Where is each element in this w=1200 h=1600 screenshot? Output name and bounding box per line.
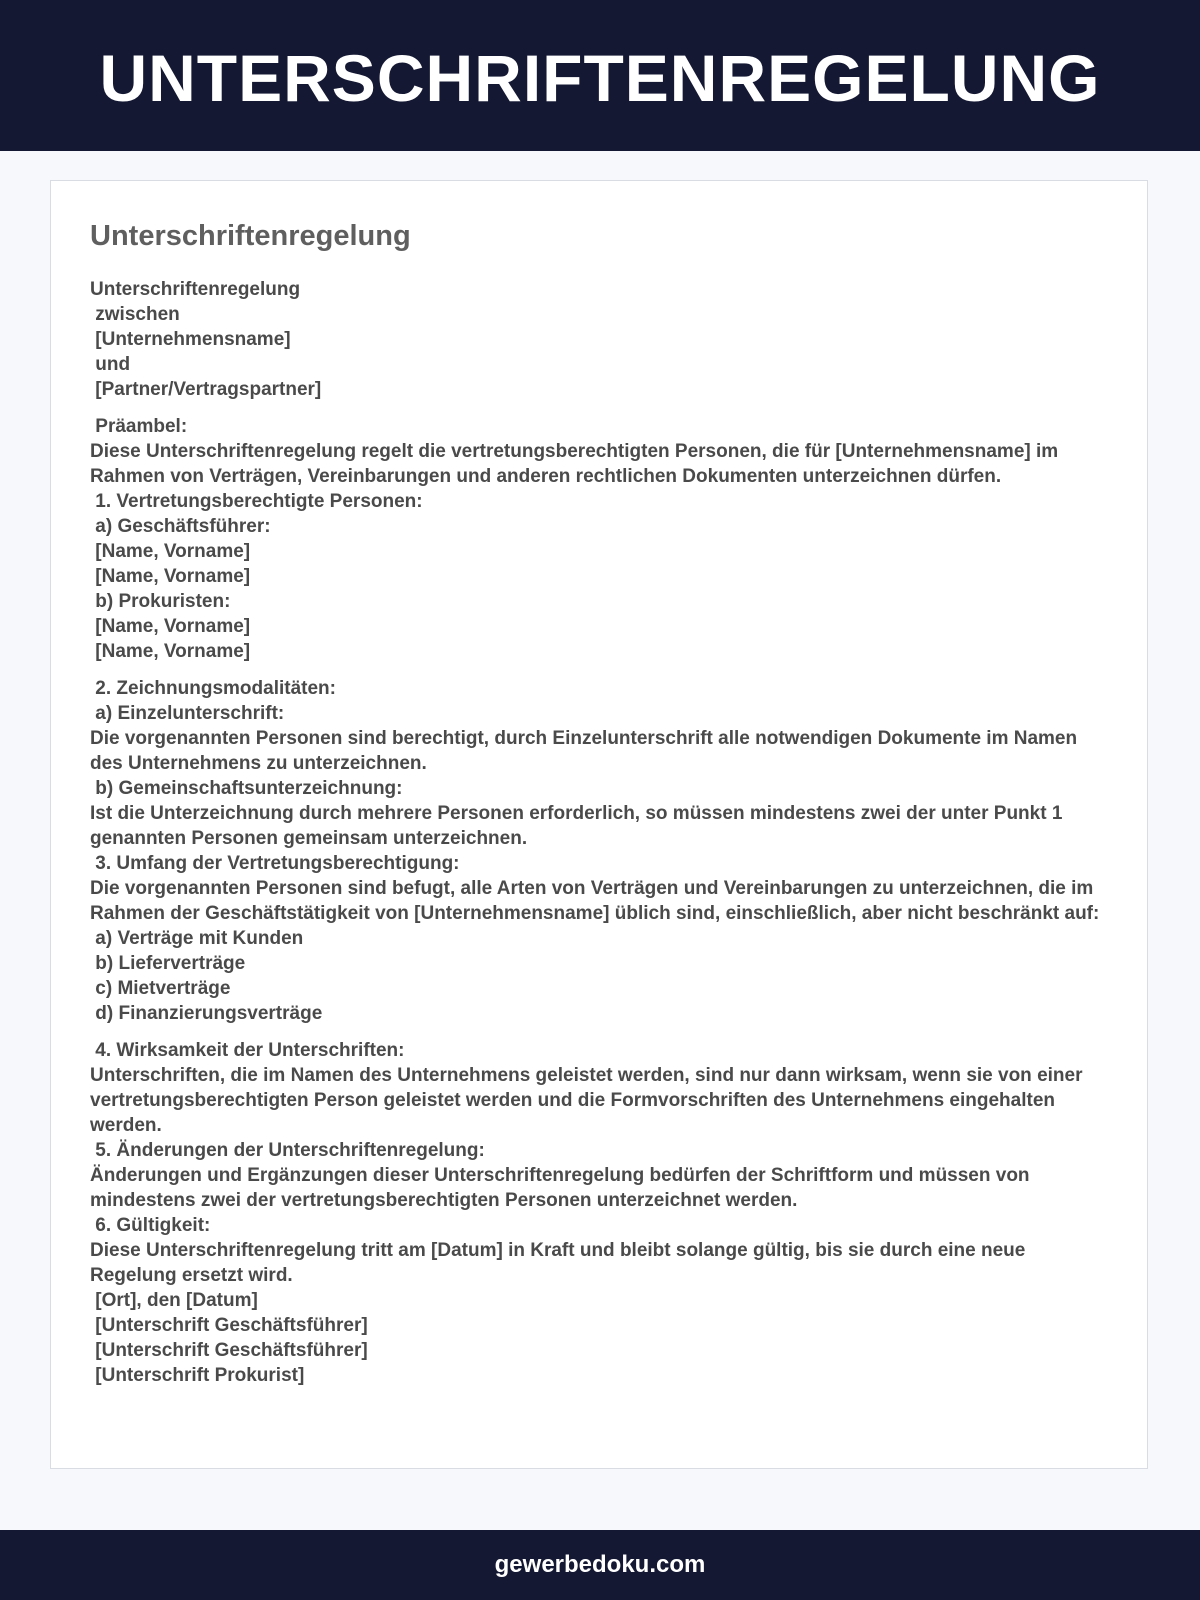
banner-title: UNTERSCHRIFTENREGELUNG <box>99 40 1101 115</box>
top-banner <box>0 0 1200 151</box>
document-block-parties: Unterschriftenregelung zwischen [Unternehmensname] und [Partner/Vertragspartner] <box>90 278 322 400</box>
footer-site-name: gewerbedoku.com <box>494 1551 706 1578</box>
document-block-validity: 4. Wirksamkeit der Unterschriften: Unterschriften, die im Namen des Unternehmens geleistet werden, sind nur dann wirksam, wenn sie von einer vertretungsberechtigten Person geleistet werden und die Formvorschriften des Unternehmens eingehalten werden. 5. Änderungen der Unterschriftenregelung: Änderungen und Ergänzungen dieser Unterschriftenregelung bedürfen der Schriftform und müssen von mindestens zwei der vertretungsberechtigten Personen unterzeichnet werden. 6. Gültigkeit: Diese Unterschriftenregelung tritt am [Datum] in Kraft und bleibt solange gültig, bis sie durch eine neue Regelung ersetzt wird. [Ort], den [Datum] [Unterschrift Geschäftsführer] [Unterschrift Geschäftsführer] [Unterschrift Prokurist] <box>90 1039 1083 1386</box>
document-block-modalities: 2. Zeichnungsmodalitäten: a) Einzelunterschrift: Die vorgenannten Personen sind berechtigt, durch Einzelunterschrift alle notwendigen Dokumente im Namen des Unternehmens zu unterzeichnen. b) Gemeinschaftsunterzeichnung: Ist die Unterzeichnung durch mehrere Personen erforderlich, so müssen mindestens zwei der unter Punkt 1 genannten Personen gemeinsam unterzeichnen. 3. Umfang der Vertretungsberechtigung: Die vorgenannten Personen sind befugt, alle Arten von Verträgen und Vereinbarungen zu unterzeichnen, die im Rahmen der Geschäftstätigkeit von [Unternehmensname] üblich sind, einschließlich, aber nicht beschränkt auf: a) Verträge mit Kunden b) Lieferverträge c) Mietverträge d) Finanzierungsverträge <box>90 677 1100 1024</box>
bottom-banner <box>0 1530 1200 1600</box>
document-body <box>90 277 1107 1388</box>
document-card <box>50 180 1148 1469</box>
document-heading: Unterschriftenregelung <box>90 220 411 252</box>
document-content <box>90 219 1107 1388</box>
document-block-preamble: Präambel: Diese Unterschriftenregelung regelt die vertretungsberechtigten Personen, die für [Unternehmensname] im Rahmen von Verträgen, Vereinbarungen und anderen rechtlichen Dokumenten unterzeichnen dürfen. 1. Vertretungsberechtigte Personen: a) Geschäftsführer: [Name, Vorname] [Name, Vorname] b) Prokuristen: [Name, Vorname] [Name, Vorname] <box>90 415 1059 662</box>
